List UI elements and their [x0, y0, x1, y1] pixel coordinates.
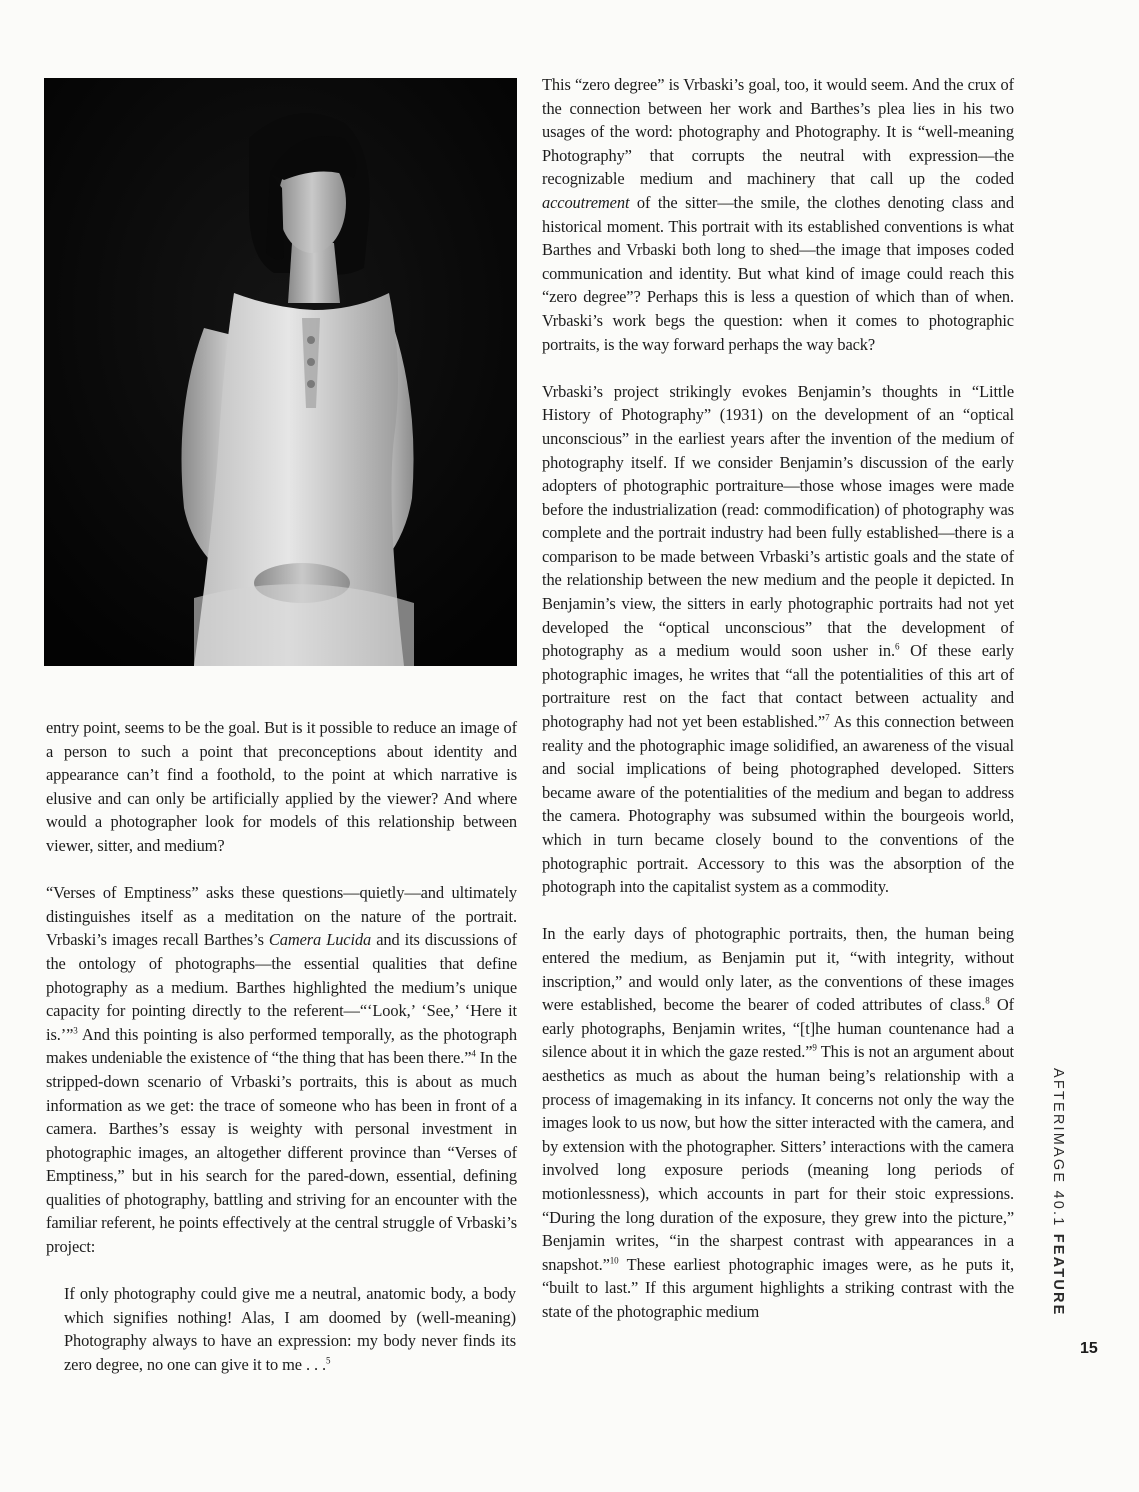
- left-column: [46, 716, 517, 1377]
- footnote-ref: 5: [325, 1355, 331, 1366]
- footnote-ref: 10: [609, 1255, 619, 1266]
- paragraph: “Verses of Emptiness” asks these questions—quietly—and ultimately distinguishes itself as a meditation on the nature of the portrait. Vrbaski’s images recall Barthes’s Camera Lucida and its discussions of the ontology of photographs—the essential qualities that define photography as a medium. Barthes highlighted the medium’s unique capacity for pointing directly to the referent—“‘Look,’ ‘See,’ ‘Here it is.’”$^3$ And this pointing is also performed temporally, as the photograph makes undeniable the existence of “the thing that has been there.”$^4$ In the stripped-down scenario of Vrbaski’s portraits, this is about as much information as we get: the trace of someone who has been in front of a camera. Barthes’s essay is weighty with personal investment in photographic images, an altogether different province than “Verses of Emptiness,” but in his search for the pared-down, essential, defining qualities of photography, battling and striving for an encounter with the familiar referent, he points effectively at the central struggle of Vrbaski’s project:: [46, 883, 517, 1257]
- page-number: 15: [1080, 1340, 1098, 1357]
- running-head: AFTERIMAGE 40.1 FEATURE: [1050, 1068, 1066, 1317]
- right-column: [542, 73, 1014, 1323]
- footnote-ref: 9: [812, 1042, 817, 1053]
- footnote-ref: 7: [825, 712, 830, 723]
- footnote-ref: 6: [894, 641, 900, 652]
- paragraph: entry point, seems to be the goal. But is it possible to reduce an image of a person to such a point that preconceptions about identity and appearance can’t find a foothold, to the point at which narrative is elusive and can only be artificially applied by the viewer? And where would a photographer look for models of this relationship between viewer, sitter, and medium?: [46, 718, 517, 855]
- paragraph: In the early days of photographic portraits, then, the human being entered the medium, as Benjamin put it, “with integrity, without inscription,” and would only later, as the conventions of these images were established, become the bearer of coded attributes of class.$^8$ Of early photographs, Benjamin writes, “[t]he human countenance had a silence about it in which the gaze rested.”$^9$ This is not an argument about aesthetics as much as about the human being’s relationship with a process of imagemaking in its infancy. It concerns not only the way the images look to us now, but how the sitter interacted with the camera, and by extension with the photographer. Sitters’ interactions with the camera involved long exposure periods (meaning long periods of motionlessness), which accounts in part for their stoic expressions. “During the long duration of the exposure, they grew into the picture,” Benjamin writes, “in the sharpest contrast with appearances in a snapshot.”$^{10}$ These earliest photographic images were, as he puts it, “built to last.” If this argument highlights a striking contrast with the state of the photographic medium: [542, 924, 1014, 1321]
- block-quote: If only photography could give me a neutral, anatomic body, a body which signifies nothing! Alas, I am doomed by (well-meaning) Photography always to have an expression: my body never finds its zero degree, no one can give it to me . . .$^5$: [64, 1284, 516, 1375]
- paragraph: Vrbaski’s project strikingly evokes Benjamin’s thoughts in “Little History of Photography” (1931) on the development of an “optical unconscious” in the earliest years after the invention of the medium of photography itself. If we consider Benjamin’s discussion of the early adopters of photographic portraiture—those whose images were made before the industrialization (read: commodification) of photography was complete and the portrait industry had been fully established—there is a comparison to be made between Vrbaski’s artistic goals and the state of the relationship between the new medium and the people it depicted. In Benjamin’s view, the sitters in early photographic portraits had not yet developed the “optical unconscious” that the development of photography as a medium would soon usher in.$^6$ Of these early photographic images, he writes that “all the potentialities of this art of portraiture rest on the fact that contact between actuality and photography had not yet been established.”$^7$ As this connection between reality and the photographic image solidified, an awareness of the visual and social implications of being photographed developed. Sitters became aware of the potentialities of the medium and began to address the camera. Photography was subsumed within the bourgeois world, which in turn became closely bound to the conventions of the photographic portrait. Accessory to this was the absorption of the photograph into the capitalist system as a commodity.: [542, 381, 1015, 897]
- footnote-ref: 3: [73, 1025, 78, 1036]
- portrait-photo-icon: [44, 78, 517, 666]
- footnote-ref: 8: [985, 995, 990, 1006]
- footnote-ref: 4: [471, 1048, 476, 1059]
- paragraph: This “zero degree” is Vrbaski’s goal, too, it would seem. And the crux of the connection between her work and Barthes’s plea lies in his two usages of the word: photography and Photography. It is “well-meaning Photography” that corrupts the neutral with expression—the recognizable medium and machinery that call up the coded accoutrement of the sitter—the smile, the clothes denoting class and historical moment. This portrait with its established conventions is what Barthes and Vrbaski both long to shed—the image that imposes coded communication and identity. But what kind of image could reach this “zero degree”? Perhaps this is less a question of which than of when. Vrbaski’s work begs the question: when it comes to photographic portraits, is the way forward perhaps the way back?: [542, 75, 1014, 354]
- portrait-photograph: [44, 78, 517, 666]
